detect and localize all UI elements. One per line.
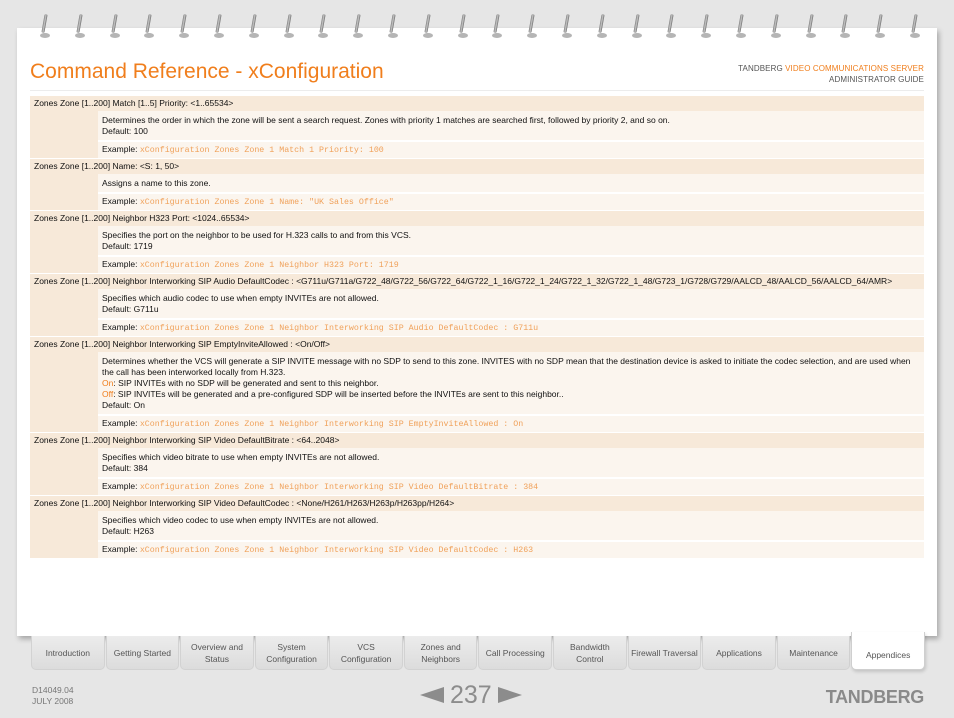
example-body [98,192,924,210]
tab-system-configuration[interactable]: System Configuration [255,636,329,670]
tab-maintenance[interactable]: Maintenance [777,636,851,670]
brand-company: TANDBERG [738,64,783,73]
binder-ring-icon [353,14,363,40]
command-signature: Zones Zone [1..200] Neighbor Interworking SIP Video DefaultBitrate : <64..2048> [30,433,924,448]
row-indent [30,192,98,210]
example-code: xConfiguration Zones Zone 1 Neighbor Interworking SIP EmptyInviteAllowed : On [139,420,524,429]
example-label: Example: [102,544,138,554]
example-row [30,318,924,336]
description-row [30,511,924,540]
binder-ring-icon [736,14,746,40]
row-indent [30,255,98,273]
description-line: Assigns a name to this zone. [102,178,211,188]
page-title: Command Reference - xConfiguration [30,60,384,83]
row-indent [30,414,98,432]
doc-info [32,685,74,707]
example-row [30,540,924,558]
tab-zones-and-neighbors[interactable]: Zones and Neighbors [404,636,478,670]
binder-ring-icon [214,14,224,40]
tab-appendices[interactable]: Appendices [851,632,925,670]
arrow-left-icon[interactable] [420,687,444,703]
command-row [30,96,924,111]
command-signature: Zones Zone [1..200] Neighbor H323 Port: <1024..65534> [30,211,924,226]
example-row [30,255,924,273]
row-indent [30,540,98,558]
binder-ring-icon [632,14,642,40]
description-row [30,226,924,255]
binder-ring-icon [75,14,85,40]
option-key: Off [102,389,114,399]
command-row [30,496,924,511]
example-label: Example: [102,418,138,428]
binder-ring-icon [284,14,294,40]
description-line: Default: 100 [102,126,148,136]
description-row [30,111,924,140]
tab-call-processing[interactable]: Call Processing [478,636,552,670]
description-line: Default: 1719 [102,241,153,251]
description-body [98,511,924,540]
command-signature: Zones Zone [1..200] Neighbor Interworking SIP Video DefaultCodec : <None/H261/H263/H263p/H263pp/H264> [30,496,924,511]
binder-ring-icon [701,14,711,40]
binder-ring-icon [388,14,398,40]
binder-ring-icon [562,14,572,40]
description-row [30,174,924,192]
command-signature: Zones Zone [1..200] Match [1..5] Priority: <1..65534> [30,96,924,111]
binder-ring-icon [597,14,607,40]
example-row [30,140,924,158]
command-row [30,337,924,352]
row-indent [30,174,98,192]
binder-ring-icon [318,14,328,40]
description-line: Default: H263 [102,526,154,536]
section-tabs [31,636,925,670]
command-row [30,159,924,174]
example-body [98,255,924,273]
option-key: On [102,378,114,388]
tab-applications[interactable]: Applications [702,636,776,670]
binder-ring-icon [666,14,676,40]
arrow-right-icon[interactable] [498,687,522,703]
binder-ring-icon [179,14,189,40]
example-body [98,140,924,158]
row-indent [30,111,98,140]
brand-guide: ADMINISTRATOR GUIDE [829,75,924,84]
binder-ring-icon [527,14,537,40]
example-body [98,318,924,336]
example-body [98,477,924,495]
binder-ring-icon [492,14,502,40]
title-divider [30,90,924,91]
description-body [98,174,924,192]
binder-ring-icon [840,14,850,40]
tab-getting-started[interactable]: Getting Started [106,636,180,670]
description-row [30,352,924,414]
command-table [30,96,924,558]
row-indent [30,352,98,414]
example-row [30,477,924,495]
description-line: Default: G711u [102,304,159,314]
binder-ring-icon [110,14,120,40]
example-code: xConfiguration Zones Zone 1 Match 1 Priority: 100 [139,146,384,155]
example-label: Example: [102,259,138,269]
command-signature: Zones Zone [1..200] Name: <S: 1, 50> [30,159,924,174]
brand-header [738,63,924,85]
option-line [102,378,920,389]
command-signature: Zones Zone [1..200] Neighbor Interworking SIP EmptyInviteAllowed : <On/Off> [30,337,924,352]
tab-bandwidth-control[interactable]: Bandwidth Control [553,636,627,670]
description-body [98,111,924,140]
description-body [98,226,924,255]
description-row [30,289,924,318]
row-indent [30,511,98,540]
binder-ring-icon [40,14,50,40]
example-row [30,192,924,210]
command-row [30,274,924,289]
description-line: Determines the order in which the zone will be sent a search request. Zones with priority 1 matches are searched first, followed by priority 2, and so on. [102,115,670,125]
binder-ring-icon [771,14,781,40]
row-indent [30,318,98,336]
command-row [30,433,924,448]
page-navigator [420,681,522,709]
example-code: xConfiguration Zones Zone 1 Name: "UK Sales Office" [139,198,394,207]
binder-rings [40,14,920,40]
description-line: Determines whether the VCS will generate a SIP INVITE message with no SDP to send to this zone. INVITES with no SDP mean that the destination device is asked to initiate the codec selection, and are used when the call has been interworked locally from H.323. [102,356,911,377]
command-row [30,211,924,226]
example-label: Example: [102,196,138,206]
description-line: Specifies the port on the neighbor to be used for H.323 calls to and from this VCS. [102,230,412,240]
description-body [98,289,924,318]
tab-vcs-configuration[interactable]: VCS Configuration [329,636,403,670]
row-indent [30,140,98,158]
binder-ring-icon [806,14,816,40]
example-label: Example: [102,481,138,491]
doc-date: JULY 2008 [32,696,74,706]
tab-introduction[interactable]: Introduction [31,636,105,670]
description-body [98,448,924,477]
option-line [102,389,920,400]
binder-ring-icon [423,14,433,40]
description-line: Specifies which audio codec to use when empty INVITEs are not allowed. [102,293,379,303]
doc-number: D14049.04 [32,685,74,695]
example-body [98,414,924,432]
binder-ring-icon [910,14,920,40]
tab-overview-and-status[interactable]: Overview and Status [180,636,254,670]
option-text: : SIP INVITEs will be generated and a pre-configured SDP will be inserted before the INVITEs are sent to this neighbor.. [113,389,564,399]
row-indent [30,448,98,477]
example-code: xConfiguration Zones Zone 1 Neighbor Interworking SIP Audio DefaultCodec : G711u [139,324,539,333]
row-indent [30,477,98,495]
example-code: xConfiguration Zones Zone 1 Neighbor Interworking SIP Video DefaultCodec : H263 [139,546,534,555]
example-code: xConfiguration Zones Zone 1 Neighbor H323 Port: 1719 [139,261,399,270]
description-line: Specifies which video codec to use when empty INVITEs are not allowed. [102,515,379,525]
page-number: 237 [450,681,492,709]
description-row [30,448,924,477]
default-line: Default: On [102,400,145,410]
command-signature: Zones Zone [1..200] Neighbor Interworking SIP Audio DefaultCodec : <G711u/G711a/G722_48/G722_56/G722_64/G722_1_16/G722_1_24/G722_1_32/G722_1_48/G723_1/G728/G729/AALCD_48/AALCD_56/AALCD_64/AMR> [30,274,924,289]
example-row [30,414,924,432]
description-line: Default: 384 [102,463,148,473]
description-line: Specifies which video bitrate to use when empty INVITEs are not allowed. [102,452,380,462]
tab-firewall-traversal[interactable]: Firewall Traversal [628,636,702,670]
description-body [98,352,924,414]
brand-product: VIDEO COMMUNICATIONS SERVER [785,64,924,73]
row-indent [30,289,98,318]
binder-ring-icon [875,14,885,40]
example-body [98,540,924,558]
example-code: xConfiguration Zones Zone 1 Neighbor Interworking SIP Video DefaultBitrate : 384 [139,483,539,492]
binder-ring-icon [249,14,259,40]
example-label: Example: [102,144,138,154]
example-label: Example: [102,322,138,332]
tandberg-logo: TANDBERG [825,687,924,707]
row-indent [30,226,98,255]
binder-ring-icon [458,14,468,40]
option-text: : SIP INVITEs with no SDP will be generated and sent to this neighbor. [113,378,379,388]
binder-ring-icon [144,14,154,40]
